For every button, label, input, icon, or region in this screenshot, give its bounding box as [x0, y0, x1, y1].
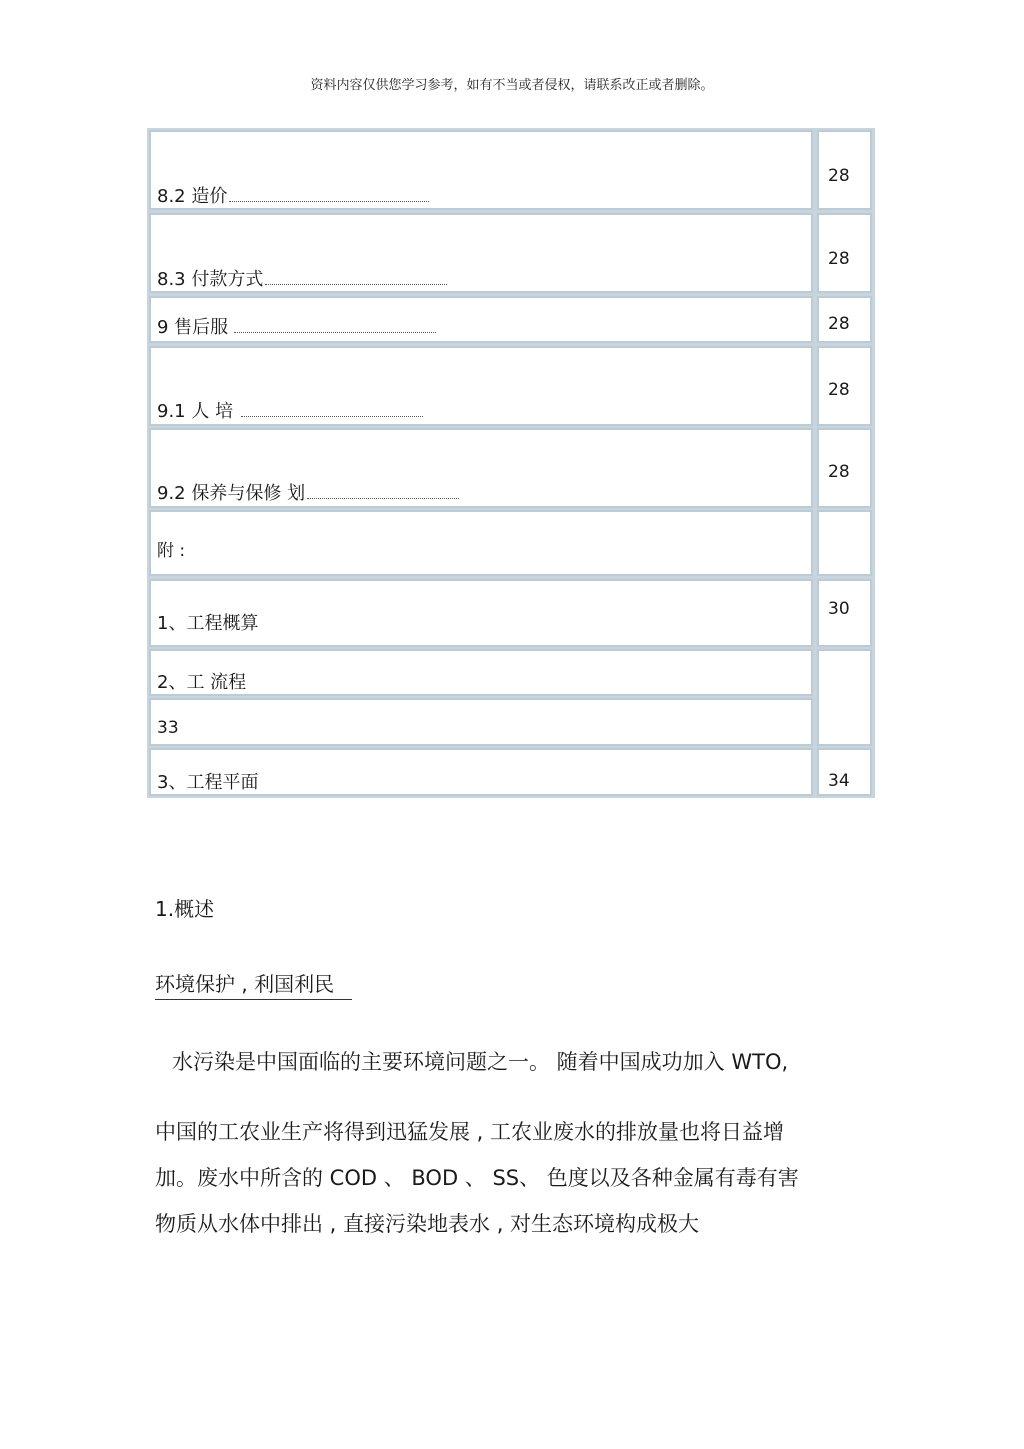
toc-row-page: [817, 346, 872, 426]
section-heading: 1.概述: [155, 897, 215, 921]
toc-entry-text: 9.2 保养与保修 划: [157, 483, 306, 504]
toc-row-label: [149, 213, 813, 293]
toc-page-number: 30: [828, 599, 850, 619]
toc-row-label: [149, 649, 813, 696]
toc-entry-text: 1、工程概算: [157, 613, 259, 634]
toc-row-page: [817, 130, 872, 210]
toc-page-number: 28: [828, 314, 850, 334]
paragraph-line: 中国的工农业生产将得到迅猛发展 , 工农业废水的排放量也将日益增: [155, 1120, 785, 1144]
toc-row-label: [149, 296, 813, 343]
toc-row-label: [149, 579, 813, 647]
paragraph-line: 加。废水中所含的 COD 、 BOD 、 SS、 色度以及各种金属有毒有害: [155, 1166, 799, 1190]
toc-page-number: 34: [828, 771, 850, 791]
toc-entry-text: 33: [157, 718, 179, 738]
disclaimer-header: 资料内容仅供您学习参考，如有不当或者侵权，请联系改正或者删除。: [310, 78, 714, 93]
toc-row-page: [817, 213, 872, 293]
toc-entry-text: 8.2 造价: [157, 186, 228, 207]
toc-page-number: 28: [828, 166, 850, 186]
toc-row-label: [149, 346, 813, 426]
toc-entry-text: 9.1 人 培: [157, 401, 234, 422]
dot-leader: [229, 200, 429, 202]
toc-entry-text: 9 售后服: [157, 317, 229, 338]
toc-page-number: 28: [828, 462, 850, 482]
toc-row-label: [149, 510, 813, 576]
paragraph-line: 物质从水体中排出 , 直接污染地表水 , 对生态环境构成极大: [155, 1212, 700, 1236]
toc-row-page: [817, 748, 872, 796]
toc-page-number: 28: [828, 249, 850, 269]
paragraph-line: 水污染是中国面临的主要环境问题之一。 随着中国成功加入 WTO,: [172, 1050, 789, 1074]
dot-leader: [307, 497, 459, 499]
dot-leader: [234, 331, 436, 333]
toc-page-number: 28: [828, 380, 850, 400]
toc-table: [147, 128, 875, 798]
toc-row-page: [817, 649, 872, 746]
toc-entry-text: 3、工程平面: [157, 772, 259, 793]
toc-row-label: [149, 748, 813, 796]
toc-row-label: [149, 428, 813, 508]
toc-row-label: [149, 130, 813, 210]
toc-entry-text: 2、工 流程: [157, 672, 247, 693]
toc-entry-text: 8.3 付款方式: [157, 269, 264, 290]
dot-leader: [265, 283, 447, 285]
section-subtitle: 环境保护 , 利国利民: [155, 968, 352, 1000]
toc-row-label: [149, 698, 813, 746]
toc-entry-text: 附 :: [157, 541, 186, 561]
dot-leader: [241, 415, 423, 417]
toc-row-page: [817, 510, 872, 576]
toc-row-page: [817, 296, 872, 343]
toc-row-page: [817, 428, 872, 508]
toc-row-page: [817, 579, 872, 647]
